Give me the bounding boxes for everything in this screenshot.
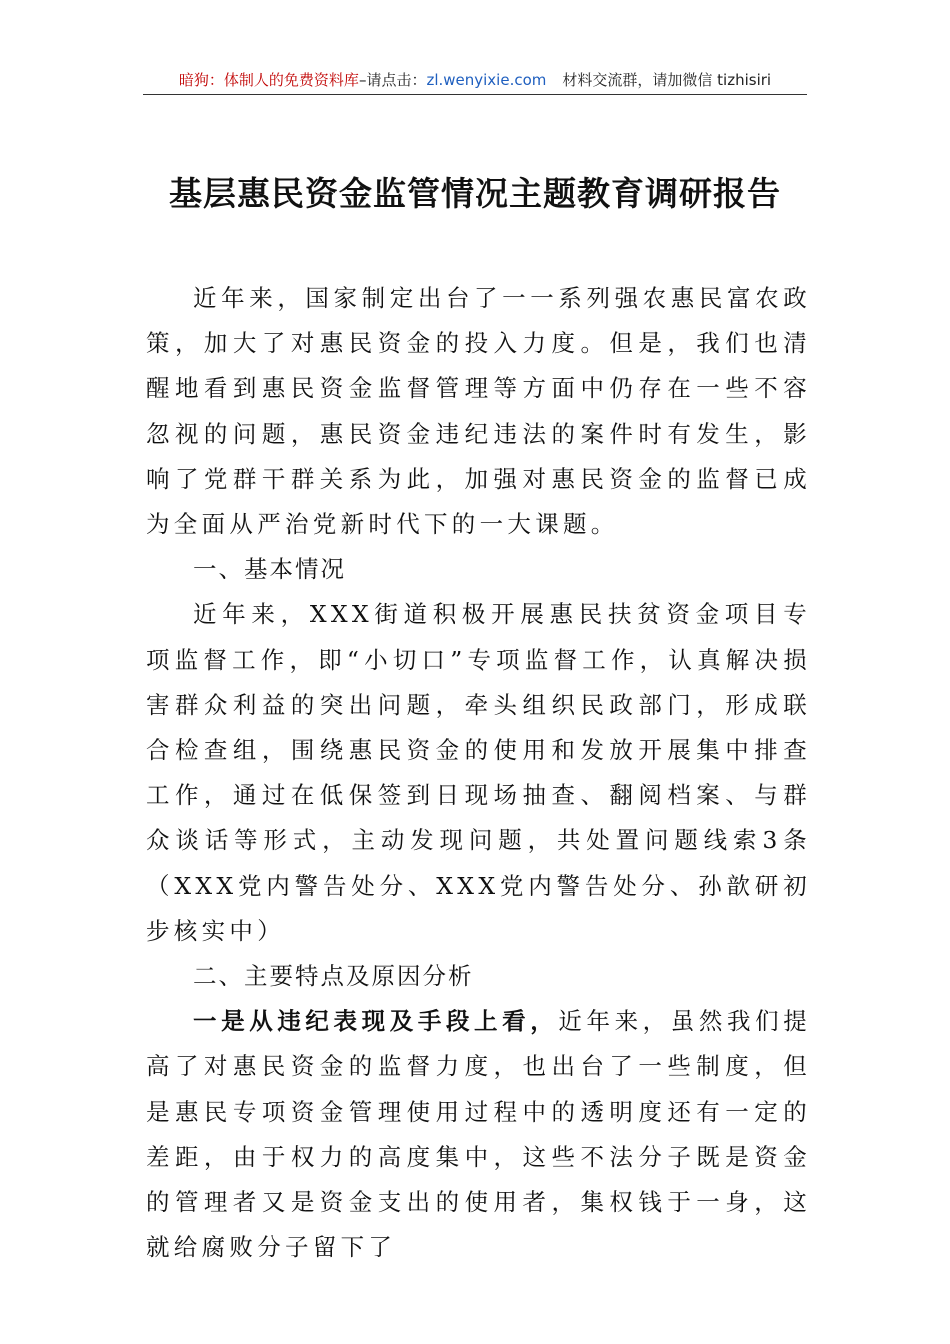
- page-header: [143, 66, 807, 95]
- intro-paragraph: 近年来，国家制定出台了一一系列强农惠民富农政策，加大了对惠民资金的投入力度。但是，我们也清醒地看到惠民资金监督管理等方面中仍存在一些不容忽视的问题，惠民资金违纪违法的案件时有发生，影响了党群干群关系为此，加强对惠民资金的监督已成为全面从严治党新时代下的一大课题。: [146, 284, 811, 539]
- section-1-paragraph: 近年来，XXX街道积极开展惠民扶贫资金项目专项监督工作，即“小切口”专项监督工作，认真解决损害群众利益的突出问题，牵头组织民政部门，形成联合检查组，围绕惠民资金的使用和发放开展集中排查工作，通过在低保签到日现场抽查、翻阅档案、与群众谈话等形式，主动发现问题，共处置问题线索3条（XXX党内警告处分、XXX党内警告处分、孙歆研初步核实中）: [146, 600, 811, 945]
- header-url-link[interactable]: zl.wenyixie.com: [426, 71, 547, 89]
- header-click-prompt: –请点击：: [358, 71, 427, 89]
- document-body: [146, 276, 811, 1270]
- section-2-heading: 二、主要特点及原因分析: [193, 962, 474, 991]
- section-2-lead: 一是从违纪表现及手段上看，: [193, 1007, 559, 1036]
- header-contact: 材料交流群，请加微信 tizhisiri: [562, 71, 772, 89]
- document-title: 基层惠民资金监管情况主题教育调研报告: [169, 174, 781, 213]
- section-1-heading: 一、基本情况: [193, 555, 346, 584]
- header-site-name: 暗狗：体制人的免费资料库: [178, 71, 359, 89]
- section-2-text: 近年来，虽然我们提高了对惠民资金的监督力度，也出台了一些制度，但是惠民专项资金管理使用过程中的透明度还有一定的差距，由于权力的高度集中，这些不法分子既是资金的管理者又是资金支出的使用者，集权钱于一身，这就给腐败分子留下了: [146, 1007, 811, 1262]
- section-2-paragraph: [146, 999, 811, 1270]
